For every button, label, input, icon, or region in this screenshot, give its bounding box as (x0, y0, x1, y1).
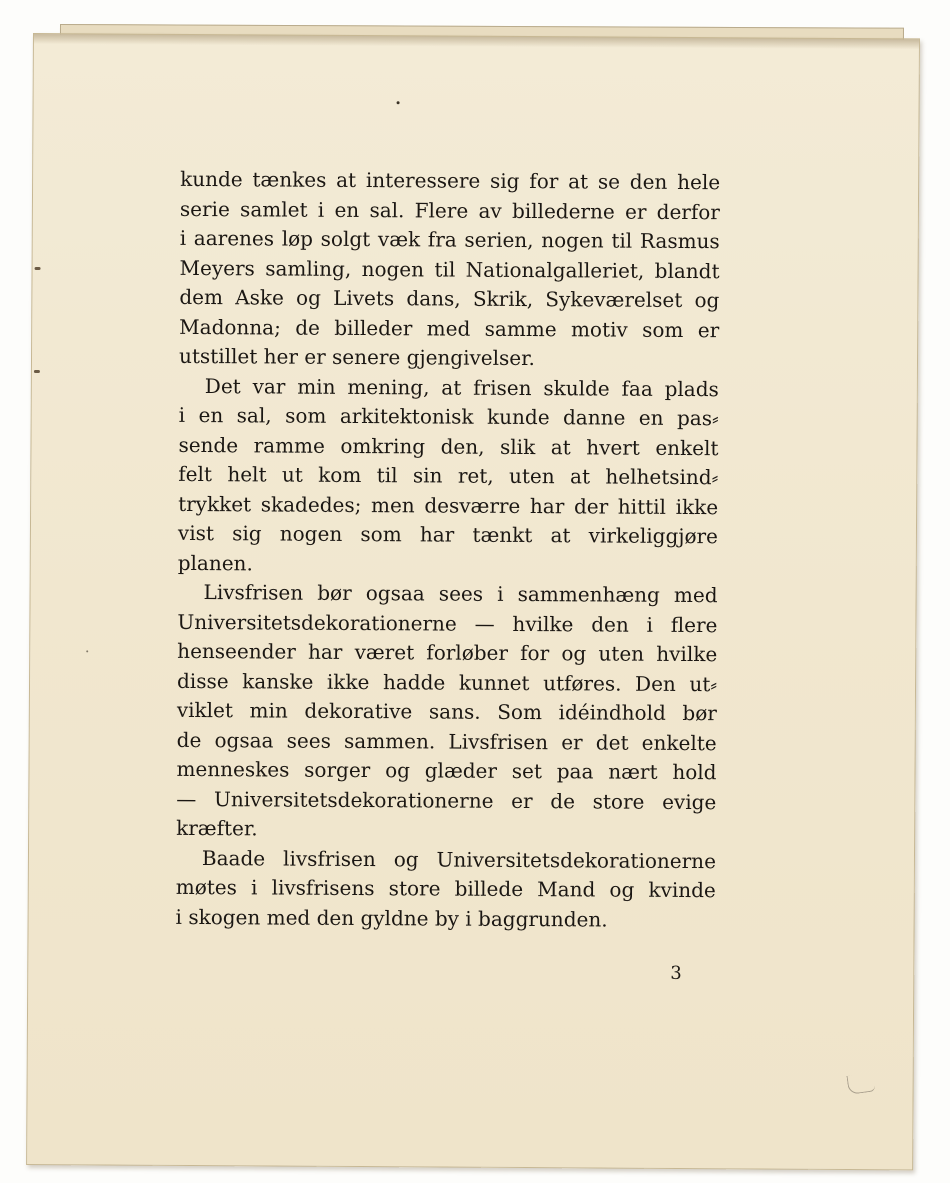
text-line: planen. (177, 550, 253, 575)
text-line: disse kanske ikke hadde kunnet utføres. Den ut⸗ (176, 668, 718, 696)
text-line: sende ramme omkring den, slik at hvert enkelt (178, 432, 719, 460)
binding-staple-mark-bottom (34, 370, 40, 373)
text-line: i aarenes løp solgt væk fra serien, nogen til Rasmus (179, 225, 720, 254)
text-line: de ogsaa sees sammen. Livsfrisen er det enkelte (176, 727, 717, 755)
body-text (176, 165, 721, 935)
binding-staple-mark-top (35, 267, 41, 270)
text-line: Livsfrisen bør ogsaa sees i sammenhæng med (203, 580, 718, 608)
page-number: 3 (670, 962, 682, 984)
text-line: kunde tænkes at interessere sig for at se den hele (180, 166, 721, 195)
paragraph (176, 843, 717, 935)
paper-speck (86, 650, 88, 652)
text-line: viklet min dekorative sans. Som idéindhold bør (176, 697, 717, 726)
text-line: Baade livsfrisen og Universitetsdekorationerne (201, 845, 717, 873)
text-line: kræfter. (176, 815, 258, 841)
text-line: i en sal, som arkitektonisk kunde danne en pas⸗ (178, 402, 719, 431)
paragraph (179, 165, 720, 375)
text-line: vist sig nogen som har tænkt at virkeliggjøre (177, 520, 719, 549)
text-line: serie samlet i en sal. Flere av billederne er derfor (179, 196, 720, 224)
paper-speck (397, 101, 400, 104)
text-line: Madonna; de billeder med samme motiv som er (179, 314, 720, 342)
text-line: trykket skadedes; men desværre har der hittil ikke (178, 491, 719, 519)
paragraph (176, 578, 718, 847)
text-line: Meyers samling, nogen til Nationalgalleriet, blandt (179, 255, 720, 283)
text-line: dem Aske og Livets dans, Skrik, Sykeværelset og (179, 284, 720, 313)
pencil-mark (846, 1072, 875, 1094)
text-line: Det var min mening, at frisen skulde faa plads (204, 373, 719, 401)
text-line: i skogen med den gyldne by i baggrunden. (175, 904, 608, 932)
book-page (26, 33, 920, 1170)
text-line: utstillet her er senere gjengivelser. (178, 343, 535, 371)
text-line: Universitetsdekorationerne — hvilke den i flere (177, 609, 718, 637)
text-line: møtes i livsfrisens store billede Mand og kvinde (175, 874, 716, 903)
paragraph (178, 371, 719, 581)
text-line: henseender har været forløber for og uten hvilke (177, 638, 718, 667)
text-line: felt helt ut kom til sin ret, uten at helhetsind⸗ (178, 461, 719, 490)
text-line: — Universitetsdekorationerne er de store evige (176, 786, 717, 814)
text-line: menneskes sorger og glæder set paa nært hold (176, 756, 717, 785)
